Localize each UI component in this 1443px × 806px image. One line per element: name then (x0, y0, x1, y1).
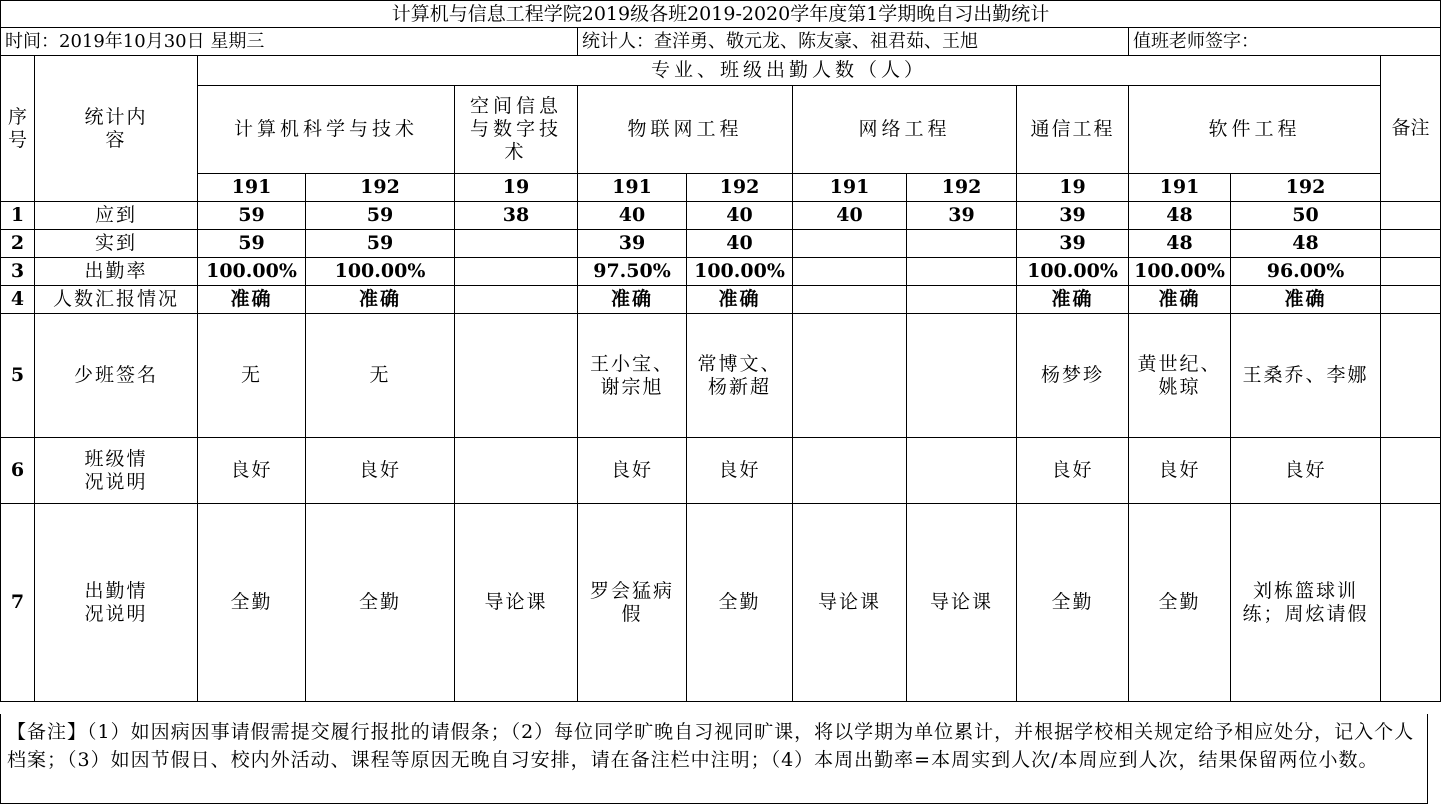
data-cell: 40 (793, 202, 907, 230)
teacher-sign-label: 值班老师签字： (1129, 28, 1441, 56)
remark-cell (1381, 286, 1441, 314)
data-cell (793, 438, 907, 504)
data-cell: 全勤 (687, 504, 793, 702)
record-time: 时间：2019年10月30日 星期三 (1, 28, 578, 56)
row-label: 出勤情况说明 (35, 504, 198, 702)
row-seq: 4 (1, 286, 35, 314)
data-cell: 59 (306, 230, 455, 258)
data-cell: 100.00% (1129, 258, 1231, 286)
table-row (1, 314, 1441, 438)
remark-cell (1381, 230, 1441, 258)
row-seq: 6 (1, 438, 35, 504)
remark-cell (1381, 504, 1441, 702)
data-cell: 59 (306, 202, 455, 230)
content-header: 统计内容 (35, 56, 198, 202)
row-label: 应到 (35, 202, 198, 230)
data-cell: 准确 (687, 286, 793, 314)
row-seq: 5 (1, 314, 35, 438)
major-iot: 物联网工程 (578, 86, 793, 174)
data-cell: 王桑乔、李娜 (1231, 314, 1381, 438)
class-header: 19 (1017, 174, 1129, 202)
data-cell: 良好 (1231, 438, 1381, 504)
row-seq: 2 (1, 230, 35, 258)
class-header: 191 (793, 174, 907, 202)
class-header: 191 (198, 174, 306, 202)
group-header: 专业、班级出勤人数（人） (198, 56, 1381, 86)
data-cell: 96.00% (1231, 258, 1381, 286)
data-cell: 准确 (1017, 286, 1129, 314)
data-cell: 良好 (306, 438, 455, 504)
data-cell: 48 (1231, 230, 1381, 258)
data-cell: 97.50% (578, 258, 687, 286)
data-cell: 良好 (578, 438, 687, 504)
data-cell: 39 (907, 202, 1017, 230)
note-text: 【备注】（1）如因病因事请假需提交履行报批的请假条；（2）每位同学旷晚自习视同旷课，将以学期为单位累计，并根据学校相关规定给予相应处分，记入个人档案；（3）如因节假日、校内外活动、课程等原因无晚自习安排，请在备注栏中注明；（4）本周出勤率=本周实到人次/本周应到人次，结果保留两位小数。 (0, 714, 1428, 804)
table-row (1, 258, 1441, 286)
data-cell: 刘栋篮球训练；周炫请假 (1231, 504, 1381, 702)
data-cell: 良好 (1129, 438, 1231, 504)
remark-cell (1381, 438, 1441, 504)
row-seq: 1 (1, 202, 35, 230)
data-cell: 良好 (1017, 438, 1129, 504)
data-cell (793, 286, 907, 314)
data-cell: 40 (687, 202, 793, 230)
data-cell: 100.00% (687, 258, 793, 286)
seq-header: 序号 (1, 56, 35, 202)
data-cell: 38 (455, 202, 578, 230)
data-cell: 准确 (306, 286, 455, 314)
data-cell: 杨梦珍 (1017, 314, 1129, 438)
data-cell (907, 314, 1017, 438)
data-cell (455, 258, 578, 286)
data-cell: 100.00% (1017, 258, 1129, 286)
data-cell: 导论课 (907, 504, 1017, 702)
remark-header: 备注 (1381, 56, 1441, 202)
data-cell: 全勤 (1017, 504, 1129, 702)
data-cell: 40 (578, 202, 687, 230)
data-cell: 59 (198, 230, 306, 258)
major-software: 软件工程 (1129, 86, 1381, 174)
class-header: 192 (687, 174, 793, 202)
data-cell: 100.00% (198, 258, 306, 286)
data-cell: 59 (198, 202, 306, 230)
data-cell: 39 (1017, 230, 1129, 258)
class-header: 191 (578, 174, 687, 202)
data-cell: 无 (306, 314, 455, 438)
data-cell: 39 (578, 230, 687, 258)
row-label: 人数汇报情况 (35, 286, 198, 314)
data-cell: 全勤 (306, 504, 455, 702)
data-cell: 全勤 (198, 504, 306, 702)
data-cell: 准确 (198, 286, 306, 314)
remark-cell (1381, 258, 1441, 286)
data-cell: 常博文、杨新超 (687, 314, 793, 438)
major-network: 网络工程 (793, 86, 1017, 174)
data-cell (907, 230, 1017, 258)
row-label: 出勤率 (35, 258, 198, 286)
table-row (1, 286, 1441, 314)
data-cell: 全勤 (1129, 504, 1231, 702)
data-cell (907, 258, 1017, 286)
data-cell (907, 438, 1017, 504)
data-cell: 40 (687, 230, 793, 258)
data-cell (793, 314, 907, 438)
major-comm: 通信工程 (1017, 86, 1129, 174)
data-cell: 良好 (687, 438, 793, 504)
class-header: 192 (306, 174, 455, 202)
table-row (1, 230, 1441, 258)
data-cell: 48 (1129, 230, 1231, 258)
data-cell: 50 (1231, 202, 1381, 230)
data-cell (455, 230, 578, 258)
data-cell (793, 230, 907, 258)
data-cell (455, 286, 578, 314)
data-cell (455, 314, 578, 438)
data-cell (907, 286, 1017, 314)
class-header: 191 (1129, 174, 1231, 202)
table-row (1, 504, 1441, 702)
data-cell (455, 438, 578, 504)
data-cell: 准确 (1129, 286, 1231, 314)
row-label: 少班签名 (35, 314, 198, 438)
remark-cell (1381, 314, 1441, 438)
data-cell: 准确 (1231, 286, 1381, 314)
data-cell: 罗会猛病假 (578, 504, 687, 702)
class-header: 192 (1231, 174, 1381, 202)
data-cell: 无 (198, 314, 306, 438)
data-cell: 39 (1017, 202, 1129, 230)
data-cell: 良好 (198, 438, 306, 504)
data-cell: 准确 (578, 286, 687, 314)
major-cs: 计算机科学与技术 (198, 86, 455, 174)
sheet-title: 计算机与信息工程学院2019级各班2019-2020学年度第1学期晚自习出勤统计 (1, 1, 1441, 28)
table-row (1, 438, 1441, 504)
data-cell: 100.00% (306, 258, 455, 286)
row-seq: 7 (1, 504, 35, 702)
row-seq: 3 (1, 258, 35, 286)
row-label: 班级情况说明 (35, 438, 198, 504)
table-row (1, 202, 1441, 230)
row-label: 实到 (35, 230, 198, 258)
remark-cell (1381, 202, 1441, 230)
data-cell: 导论课 (793, 504, 907, 702)
data-cell: 导论课 (455, 504, 578, 702)
data-cell: 王小宝、谢宗旭 (578, 314, 687, 438)
counters: 统计人：查洋勇、敬元龙、陈友豪、祖君茹、王旭 (578, 28, 1129, 56)
data-cell (793, 258, 907, 286)
class-header: 192 (907, 174, 1017, 202)
data-cell: 黄世纪、姚琼 (1129, 314, 1231, 438)
data-cell: 48 (1129, 202, 1231, 230)
major-spatial: 空间信息与数字技术 (455, 86, 578, 174)
class-header: 19 (455, 174, 578, 202)
